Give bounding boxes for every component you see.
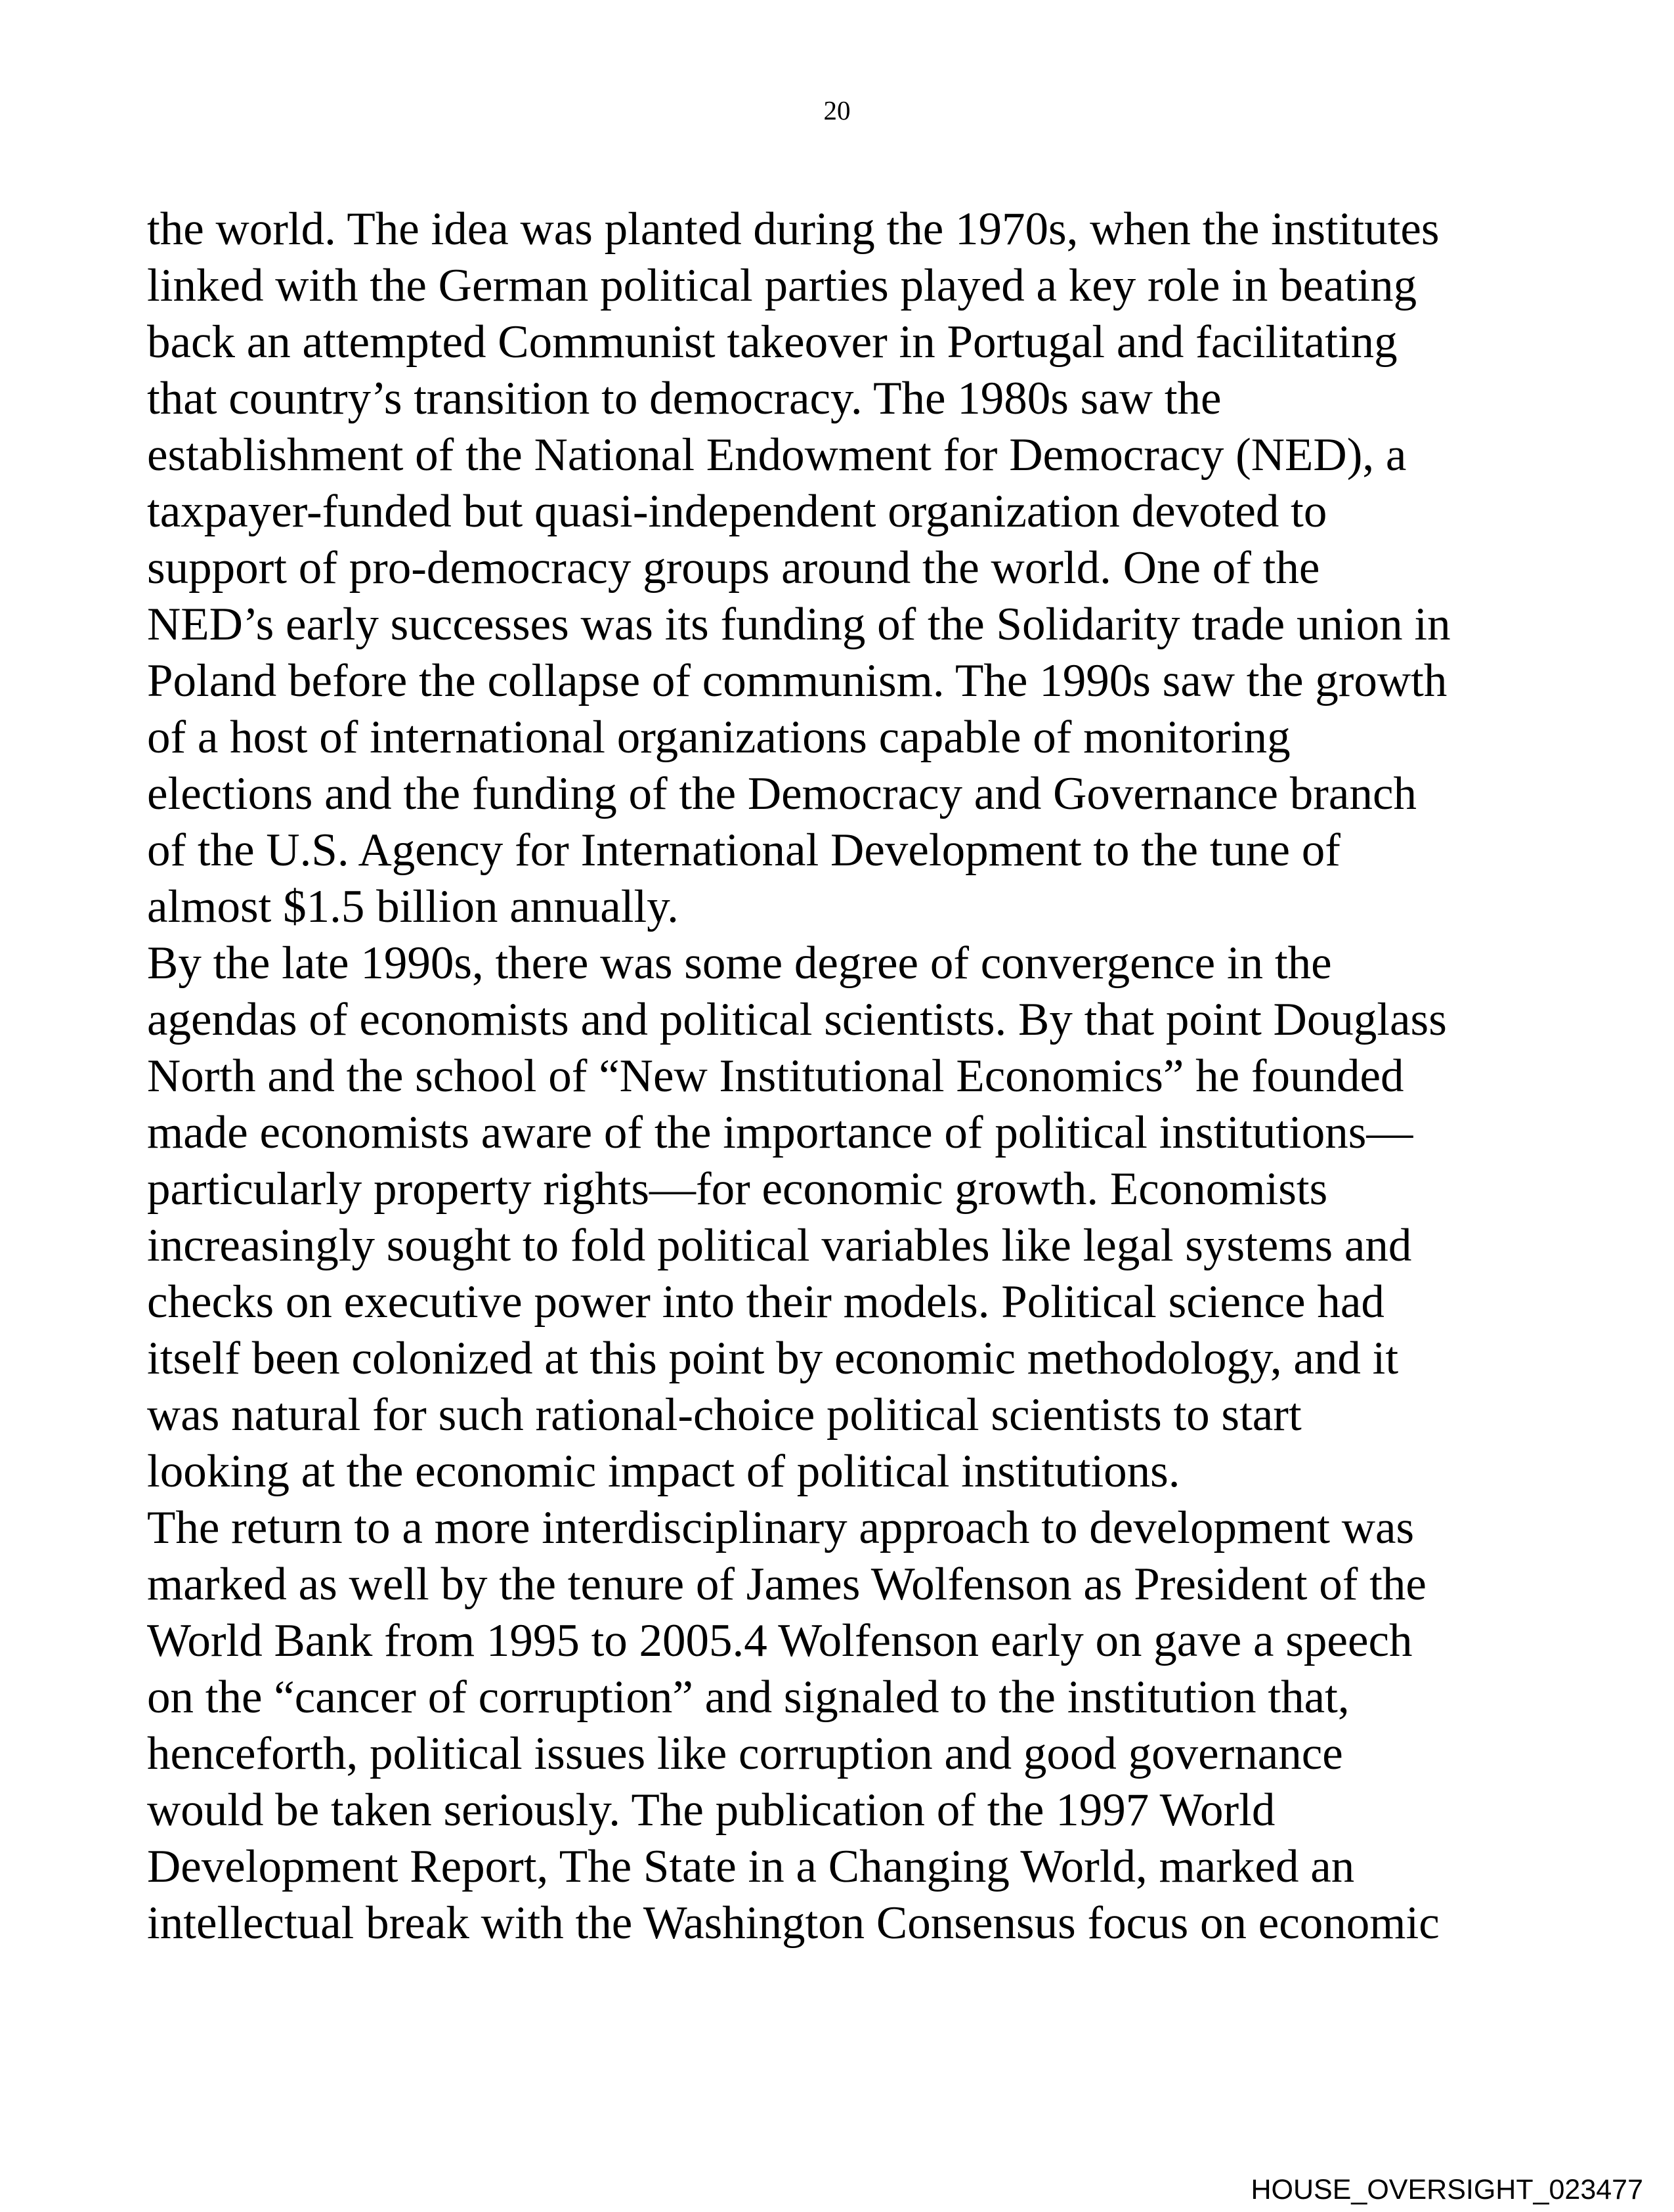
text-line: almost $1.5 billion annually. (147, 881, 679, 932)
text-line: intellectual break with the Washington Consensus focus on economic (147, 1898, 1440, 1949)
text-line: World Bank from 1995 to 2005.4 Wolfenson early on gave a speech (147, 1615, 1413, 1666)
text-line: By the late 1990s, there was some degree of convergence in the (147, 938, 1332, 989)
text-line: NED’s early successes was its funding of the Solidarity trade union in (147, 599, 1451, 650)
text-line: looking at the economic impact of political institutions. (147, 1446, 1180, 1497)
text-line: marked as well by the tenure of James Wolfenson as President of the (147, 1559, 1427, 1610)
text-line: support of pro-democracy groups around the world. One of the (147, 542, 1320, 594)
text-line: back an attempted Communist takeover in Portugal and facilitating (147, 316, 1398, 368)
text-line: of a host of international organizations capable of monitoring (147, 712, 1291, 763)
body-text (147, 201, 1558, 1951)
text-line: the world. The idea was planted during the 1970s, when the institutes (147, 204, 1440, 255)
text-line: henceforth, political issues like corruption and good governance (147, 1728, 1343, 1779)
text-line: agendas of economists and political scientists. By that point Douglass (147, 994, 1447, 1045)
text-line: would be taken seriously. The publication of the 1997 World (147, 1785, 1276, 1836)
text-line: checks on executive power into their models. Political science had (147, 1276, 1384, 1328)
text-line: linked with the German political parties played a key role in beating (147, 260, 1417, 311)
text-line: taxpayer-funded but quasi-independent organization devoted to (147, 486, 1327, 537)
text-line: establishment of the National Endowment for Democracy (NED), a (147, 429, 1407, 481)
text-line: increasingly sought to fold political variables like legal systems and (147, 1220, 1412, 1271)
text-line: was natural for such rational-choice political scientists to start (147, 1389, 1302, 1441)
text-line: Development Report, The State in a Changing World, marked an (147, 1841, 1355, 1892)
page-number: 20 (823, 95, 851, 125)
text-line: particularly property rights—for economic growth. Economists (147, 1163, 1328, 1215)
text-line: Poland before the collapse of communism. The 1990s saw the growth (147, 655, 1448, 706)
text-line: on the “cancer of corruption” and signaled to the institution that, (147, 1672, 1350, 1723)
text-line: made economists aware of the importance of political institutions— (147, 1107, 1413, 1158)
text-line: The return to a more interdisciplinary approach to development was (147, 1502, 1415, 1553)
document-id-footer: HOUSE_OVERSIGHT_023477 (1251, 2174, 1643, 2205)
text-line: North and the school of “New Institutional Economics” he founded (147, 1051, 1404, 1102)
text-line: that country’s transition to democracy. The 1980s saw the (147, 373, 1222, 424)
text-line: itself been colonized at this point by economic methodology, and it (147, 1333, 1399, 1384)
text-line: elections and the funding of the Democracy and Governance branch (147, 768, 1417, 819)
text-line: of the U.S. Agency for International Development to the tune of (147, 825, 1341, 876)
